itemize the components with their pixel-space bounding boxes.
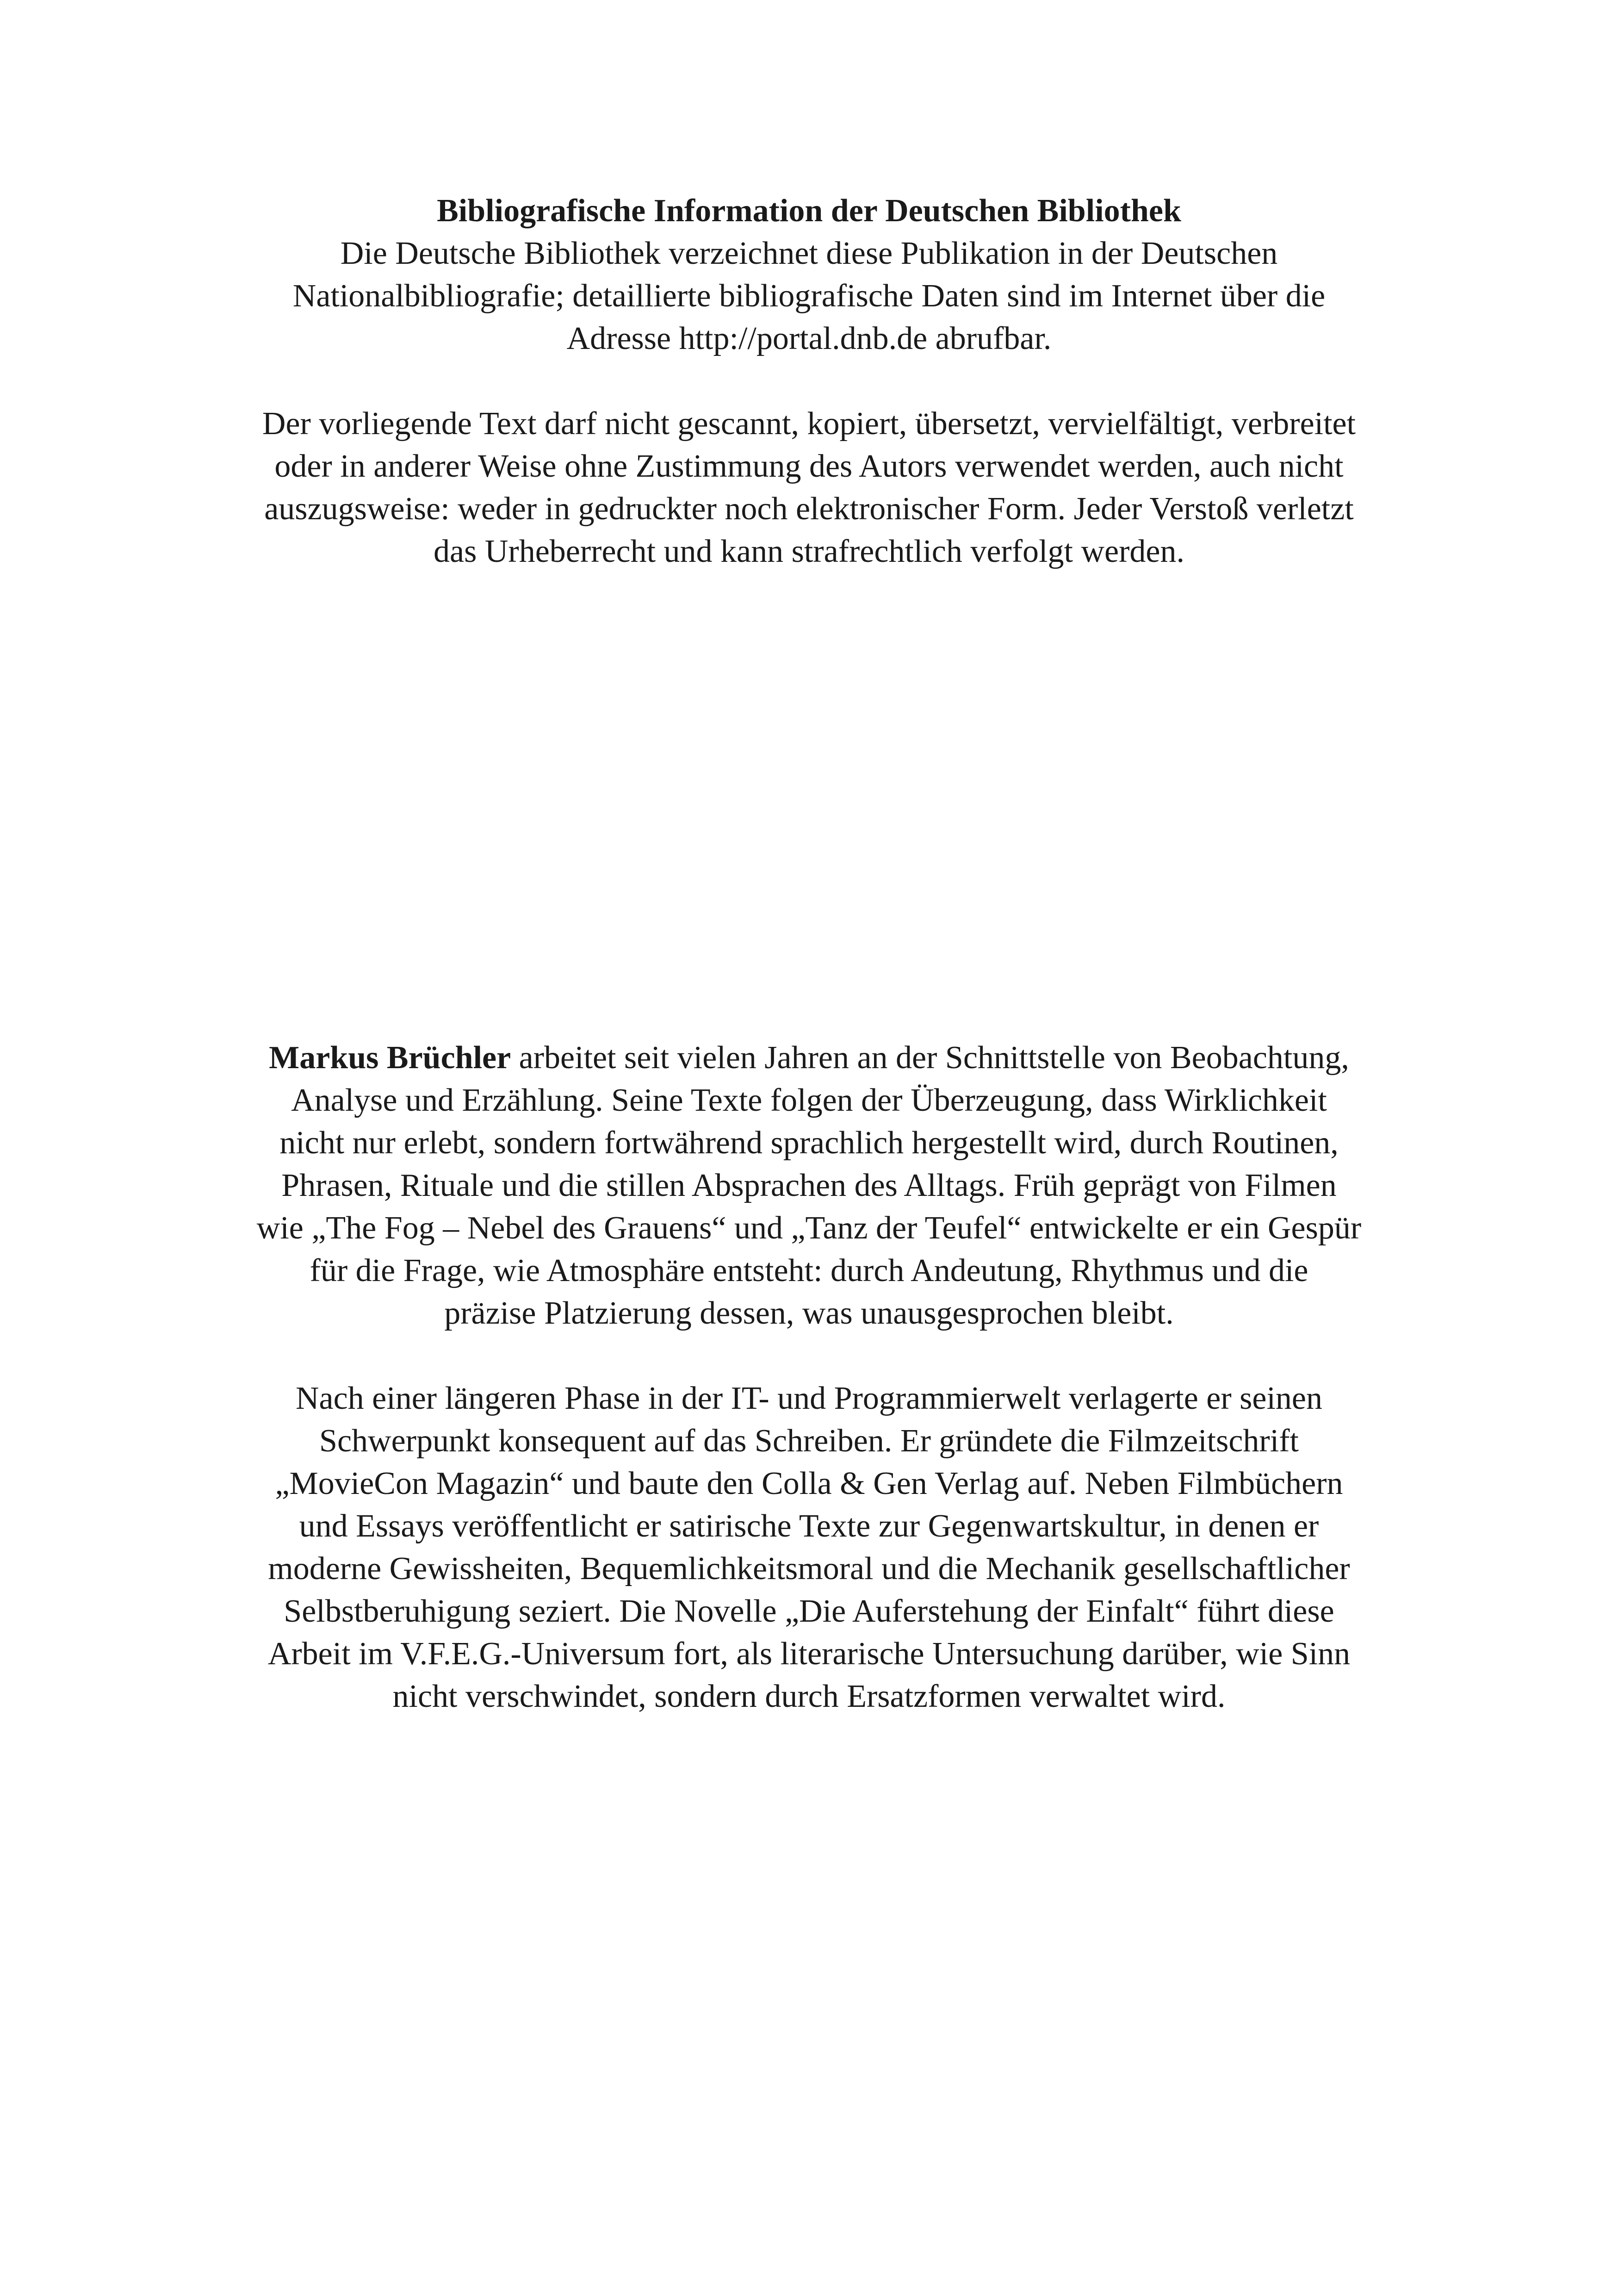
bibliographic-text: Die Deutsche Bibliothek verzeichnet diese Publikation in der Deutschen Nationalbibliografie; detaillierte bibliografische Daten sind im Internet über die Adresse http://portal.dnb.de abrufbar. <box>292 236 1326 356</box>
author-bio-section <box>148 1037 1470 1718</box>
bibliographic-heading: Bibliografische Information der Deutschen Bibliothek <box>437 193 1181 229</box>
author-name: Markus Brüchler <box>269 1040 511 1076</box>
spacer <box>148 360 1470 403</box>
author-bio-paragraph-1-text: arbeitet seit vielen Jahren an der Schnittstelle von Beobachtung, Analyse und Erzählung. Seine Texte folgen der Überzeugung, dass Wirklichkeit nicht nur erlebt, sondern fortwährend sprachlich hergestellt wird, durch Routinen, Phrasen, Rituale und die stillen Absprachen des Alltags. Früh geprägt von Filmen wie „The Fog – Nebel des Grauens“ und „Tanz der Teufel“ entwickelte er ein Gespür für die Frage, wie Atmosphäre entsteht: durch Andeutung, Rhythmus und die präzise Platzierung dessen, was unausgesprochen bleibt. <box>256 1040 1362 1331</box>
copyright-notice: Der vorliegende Text darf nicht gescannt, kopiert, übersetzt, vervielfältigt, verbreitet oder in anderer Weise ohne Zustimmung des Autors verwendet werden, auch nicht auszugsweise: weder in gedruckter noch elektronischer Form. Jeder Verstoß verletzt das Urheberrecht und kann strafrechtlich verfolgt werden. <box>262 406 1356 569</box>
bibliographic-section <box>148 190 1470 573</box>
author-bio-paragraph-1 <box>148 1037 1470 1335</box>
author-bio-paragraph-2: Nach einer längeren Phase in der IT- und Programmierwelt verlagerte er seinen Schwerpunkt konsequent auf das Schreiben. Er gründete die Filmzeitschrift „MovieCon Magazin“ und baute den Colla & Gen Verlag auf. Neben Filmbüchern und Essays veröffentlicht er satirische Texte zur Gegenwartskultur, in denen er moderne Gewissheiten, Bequemlichkeitsmoral und die Mechanik gesellschaftlicher Selbstberuhigung seziert. Die Novelle „Die Auferstehung der Einfalt“ führt diese Arbeit im V.F.E.G.-Universum fort, als literarische Untersuchung darüber, wie Sinn nicht verschwindet, sondern durch Ersatzformen verwaltet wird. <box>267 1381 1351 1714</box>
spacer <box>148 1335 1470 1377</box>
